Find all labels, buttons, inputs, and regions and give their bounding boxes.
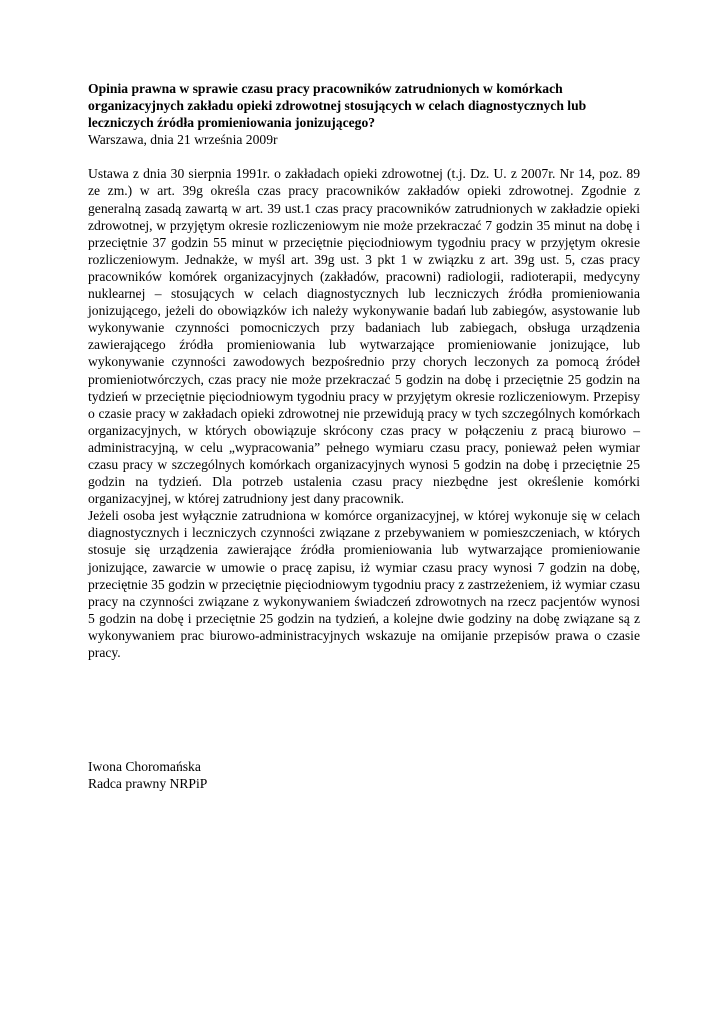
document-date: Warszawa, dnia 21 września 2009r xyxy=(88,132,278,148)
document-title: Opinia prawna w sprawie czasu pracy pracowników zatrudnionych w komórkach organizacyjnych zakładu opieki zdrowotnej stosujących w celach diagnostycznych lub leczniczych źródła promieniowania jonizującego? xyxy=(88,81,587,131)
signatory-role: Radca prawny NRPiP xyxy=(88,776,208,792)
paragraph-2: Jeżeli osoba jest wyłącznie zatrudniona w komórce organizacyjnej, w której wykonuje się w celach diagnostycznych i leczniczych czynności związane z przebywaniem w pomieszczeniach, w których stosuje się urządzenia zawierające źródła promieniowania lub wytwarzające promieniowanie jonizujące, zawarcie w umowie o pracę zapisu, iż wymiar czasu pracy wynosi 7 godzin na dobę, przeciętnie 35 godzin w przeciętnie pięciodniowym tygodniu pracy z zastrzeżeniem, iż wymiar czasu pracy na czynności związane z wykonywaniem świadczeń zdrowotnych na rzecz pacjentów wynosi 5 godzin na dobę i przeciętnie 25 godzin na tydzień, a kolejne dwie godziny na dobę związane są z wykonywaniem prac biurowo-administracyjnych wskazuje na omijanie przepisów prawa o czasie pracy. xyxy=(88,508,640,660)
signatory-name: Iwona Choromańska xyxy=(88,759,201,774)
signature-block xyxy=(88,758,207,792)
paragraph-1: Ustawa z dnia 30 sierpnia 1991r. o zakładach opieki zdrowotnej (t.j. Dz. U. z 2007r. Nr 14, poz. 89 ze zm.) w art. 39g określa czas pracy pracowników zakładów opieki zdrowotnej. Zgodnie z generalną zasadą zawartą w art. 39 ust.1 czas pracy pracowników zatrudnionych w zakładzie opieki zdrowotnej, w przyjętym okresie rozliczeniowym nie może przekraczać 7 godzin 35 minut na dobę i przeciętnie 37 godzin 55 minut w przeciętnie pięciodniowym tygodniu pracy w przyjętym okresie rozliczeniowym. Jednakże, w myśl art. 39g ust. 3 pkt 1 w związku z art. 39g ust. 5, czas pracy pracowników komórek organizacyjnych (zakładów, pracowni) radiologii, radioterapii, medycyny nuklearnej – stosujących w celach diagnostycznych lub leczniczych źródła promieniowania jonizującego, jeżeli do obowiązków ich należy wykonywanie badań lub zabiegów, asystowanie lub wykonywanie czynności pomocniczych przy badaniach lub zabiegach, obsługa urządzenia zawierającego źródła promieniowania lub wytwarzające promieniowanie jonizujące, lub wykonywanie czynności zawodowych bezpośrednio przy chorych leczonych za pomocą źródeł promieniotwórczych, czas pracy nie może przekraczać 5 godzin na dobę i przeciętnie 25 godzin na tydzień w przeciętnie pięciodniowym tygodniu pracy w przyjętym okresie rozliczeniowym. Przepisy o czasie pracy w zakładach opieki zdrowotnej nie przewidują pracy w tych szczególnych komórkach organizacyjnych, w których obowiązuje skrócony czas pracy w połączeniu z pracą biurowo – administracyjną, w celu „wypracowania” pełnego wymiaru czasu pracy, ponieważ pełen wymiar czasu pracy w szczególnych komórkach organizacyjnych wynosi 5 godzin na dobę i przeciętnie 25 godzin na tydzień. Dla potrzeb ustalenia czasu pracy niezbędne jest określenie komórki organizacyjnej, w której zatrudniony jest dany pracownik. xyxy=(88,166,640,507)
document-body xyxy=(88,80,640,661)
